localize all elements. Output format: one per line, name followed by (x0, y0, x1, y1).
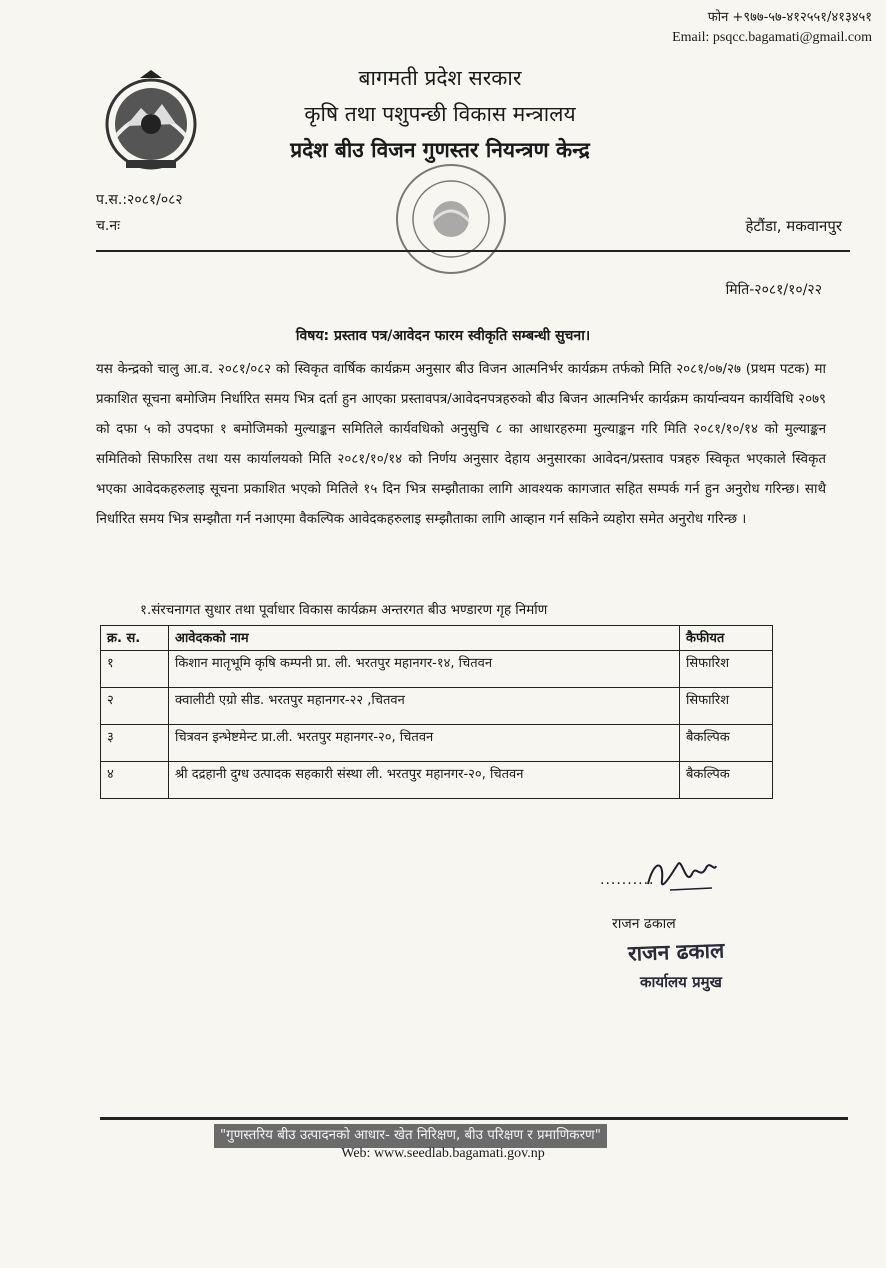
row-serial: १ (101, 651, 169, 688)
handwritten-signature-icon (640, 850, 720, 900)
table-header-row (101, 626, 773, 651)
applicant-table (100, 625, 773, 799)
office-location: हेटौंडा, मकवानपुर (745, 217, 842, 235)
contact-block (672, 8, 872, 48)
table-row (101, 762, 773, 799)
row-remark: सिफारिश (680, 688, 773, 725)
header-remark: कैफीयत (680, 626, 773, 651)
ministry-name: कृषि तथा पशुपन्छी विकास मन्त्रालय (304, 102, 576, 126)
dispatch-number: च.नः (96, 218, 120, 234)
office-stamp-icon (392, 160, 510, 278)
program-title: १.संरचनागत सुधार तथा पूर्वाधार विकास कार्यक्रम अन्तरगत बीउ भण्डारण गृह निर्माण (140, 603, 548, 618)
row-remark: बैकल्पिक (680, 762, 773, 799)
footer-divider (100, 1117, 848, 1120)
row-applicant-name: किशान मातृभूमि कृषि कम्पनी प्रा. ली. भरतपुर महानगर-१४, चितवन (169, 651, 680, 688)
row-serial: २ (101, 688, 169, 725)
row-applicant-name: क्वालीटी एग्रो सीड. भरतपुर महानगर-२२ ,चितवन (169, 688, 680, 725)
letter-date: मिति-२०८१/१०/२२ (725, 282, 822, 298)
email-address: Email: psqcc.bagamati@gmail.com (672, 30, 872, 45)
stamp-signatory-title: कार्यालय प्रमुख (640, 973, 722, 991)
stamp-signatory-name: राजन ढकाल (627, 938, 725, 966)
table-row (101, 688, 773, 725)
letter-body: यस केन्द्रको चालु आ.व. २०८१/०८२ को स्विकृत वार्षिक कार्यक्रम अनुसार बीउ विजन आत्मनिर्भर कार्यक्रम तर्फको मिति २०८१/०७/२७ (प्रथम पटक) मा प्रकाशित सूचना बमोजिम निर्धारित समय भित्र दर्ता हुन आएका प्रस्तावपत्र/आवेदनपत्रहरुको बीउ बिजन आत्मनिर्भर कार्यक्रम कार्यान्वयन कार्यविधि २०७९ को दफा ५ को उपदफा १ बमोजिमको मुल्याङ्कन समितिले कार्यवधिको अनुसुचि ८ का आधारहरुमा मुल्याङ्कन गरि मिति २०८१/१०/१४ को मुल्याङ्कन समितिको सिफारिस तथा यस कार्यालयको मिति २०८१/१०/१४ को निर्णय अनुसार देहाय अनुसारका आवेदन/प्रस्ताव पत्रहरु स्विकृत भएकाले स्विकृत भएका आवेदकहरुलाइ सूचना प्रकाशित भएको मितिले १५ दिन भित्र सम्झौताका लागि आवश्यक कागजात सहित सम्पर्क गर्न हुन अनुरोध गरिन्छ। साथै निर्धारित समय भित्र सम्झौता गर्न नआएमा वैकल्पिक आवेदकहरुलाइ सम्झौताका लागि आव्हान गर्न सकिने व्यहोरा समेत अनुरोध गरिन्छ । (96, 362, 826, 527)
row-remark: बैकल्पिक (680, 725, 773, 762)
row-applicant-name: श्री दद्रहानी दुग्ध उत्पादक सहकारी संस्था ली. भरतपुर महानगर-२०, चितवन (169, 762, 680, 799)
row-applicant-name: चित्रवन इन्भेष्टमेन्ट प्रा.ली. भरतपुर महानगर-२०, चितवन (169, 725, 680, 762)
office-name: प्रदेश बीउ विजन गुणस्तर नियन्त्रण केन्द्र (290, 138, 590, 162)
letter-number: प.स.:२०८१/०८२ (96, 192, 183, 208)
signatory-name: राजन ढकाल (612, 916, 676, 932)
office-heading (230, 60, 650, 168)
phone-number: फोन +९७७-५७-४१२५५१/४१३४५१ (707, 10, 872, 25)
footer-website: Web: www.seedlab.bagamati.gov.np (341, 1146, 545, 1161)
table-row (101, 725, 773, 762)
row-serial: ३ (101, 725, 169, 762)
signature-dots: .......... (600, 872, 655, 888)
row-serial: ४ (101, 762, 169, 799)
nepal-emblem-icon (96, 66, 206, 176)
header-divider (96, 250, 850, 252)
header-applicant-name: आवेदकको नाम (169, 626, 680, 651)
header-serial: क्र. स. (101, 626, 169, 651)
table-row (101, 651, 773, 688)
row-remark: सिफारिश (680, 651, 773, 688)
letter-subject: विषय: प्रस्ताव पत्र/आवेदन फारम स्वीकृति सम्बन्धी सुचना। (295, 328, 591, 344)
footer-slogan: "गुणस्तरिय बीउ उत्पादनको आधार- खेत निरिक्षण, बीउ परिक्षण र प्रमाणिकरण" (214, 1124, 607, 1148)
government-name: बागमती प्रदेश सरकार (358, 66, 522, 90)
